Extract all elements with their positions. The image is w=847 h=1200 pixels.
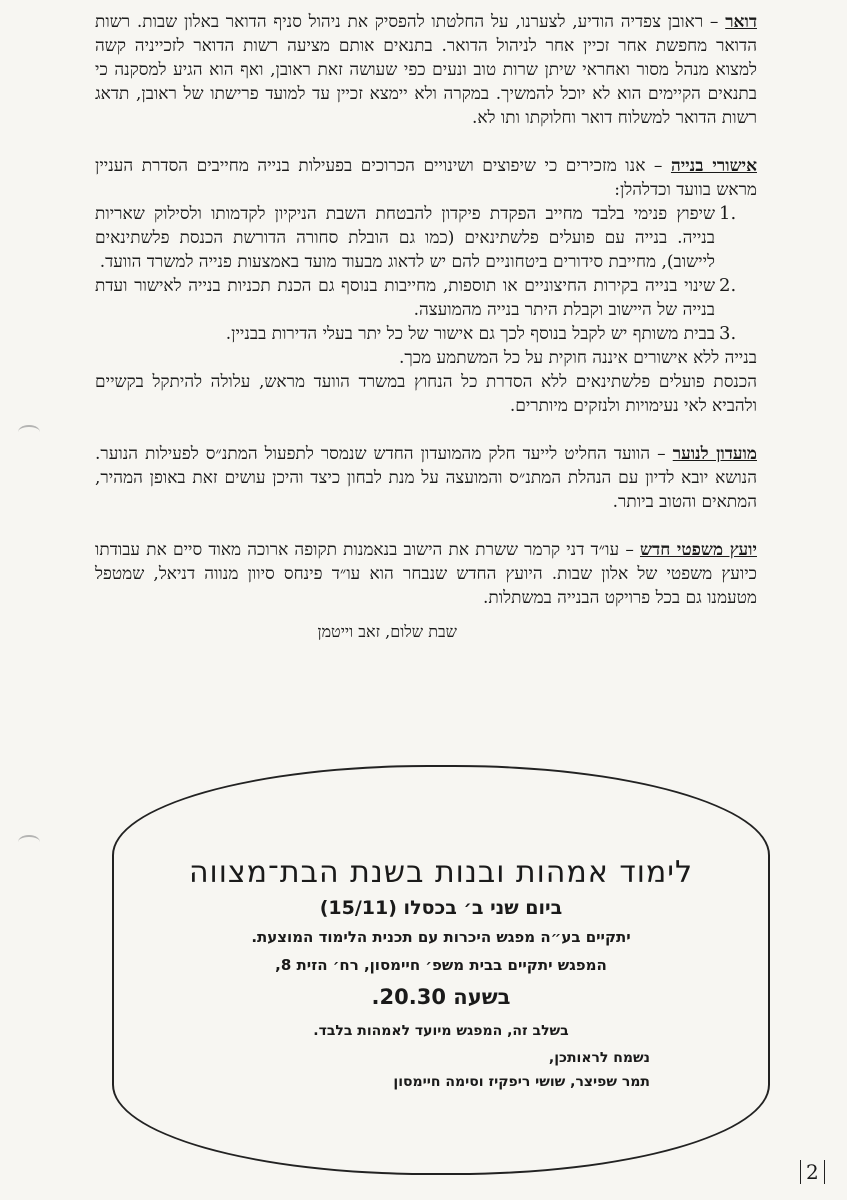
- building-heading: אישורי בנייה: [670, 156, 757, 176]
- signature: שבת שלום, זאב וייטמן: [317, 622, 457, 641]
- post-heading: דואר: [725, 12, 757, 32]
- punch-hole-mark: [18, 425, 40, 439]
- post-text: – ראובן צפדיה הודיע, לצערנו, על החלטתו להפסיק את ניהול סניף הדואר באלון שבות. רשות הדואר מחפשת אחר זכיין אחר לניהול הדואר. בתנאים אותם מציעה רשות הדואר לזכייניה קשה למצוא מנהל מסור ואחראי שיתן שרות טוב ונעים כפי שעושה זאת ראובן, ואף הוא הגיע למסקנה כי בתנאים הקיימים הוא לא יוכל להמשיך. במקרה ולא יימצא זכיין עד למועד פרישתו של ראובן, תדאג רשות הדואר למשלוח דואר וחלוקתו ותו לא.: [95, 12, 757, 128]
- announcement-time: בשעה 20.30.: [371, 985, 511, 1009]
- signer-line-2: תמר שפיצר, שושי ריפקיז וסימה חיימסון: [393, 1074, 650, 1090]
- list-number: 1.: [719, 203, 737, 224]
- announcement-line-5: בשלב זה, המפגש מיועד לאמהות בלבד.: [313, 1023, 569, 1039]
- youth-text: – הוועד החליט לייעד חלק מהמועדון החדש שנמסר לתפעול המתנ״ס לפעילות הנוער. הנושא יובא לדיון עם הנהלת המתנ״ס והמועצה על מנת לבחון כיצד והיכן עושים זאת באופן המהיר, המתאים והטוב ביותר.: [95, 444, 757, 512]
- building-list: [95, 202, 757, 346]
- list-item-text: בבית משותף יש לקבל בנוסף לכך גם אישור של כל יתר בעלי הדירות בבניין.: [225, 324, 715, 344]
- punch-hole-mark: [18, 835, 40, 849]
- page-number: 2: [800, 1160, 825, 1184]
- announcement-title: לימוד אמהות ובנות בשנת הבת־מצווה: [188, 855, 694, 890]
- signer-line-1: נשמח לראותכן,: [548, 1050, 650, 1066]
- post-paragraph: [95, 10, 757, 130]
- list-item: [95, 202, 757, 274]
- youth-heading: מועדון לנוער: [672, 444, 757, 464]
- building-intro: [95, 154, 757, 202]
- list-number: 3.: [719, 323, 737, 344]
- building-closing-2: הכנסת פועלים פלשתינאים ללא הסדרת כל הנחוץ במשרד הוועד מראש, עלולה להיתקל בקשיים ולהביא לאי נעימויות ולנזקים מיותרים.: [95, 372, 757, 416]
- announcement-line-2: יתקיים בע״ה מפגש היכרות עם תכנית הלימוד המוצעת.: [251, 928, 631, 946]
- announcement-line-3: המפגש יתקיים בבית משפ׳ חיימסון, רח׳ הזית 8,: [275, 956, 607, 974]
- list-number: 2.: [719, 275, 737, 296]
- legal-heading: יועץ משפטי חדש: [639, 540, 757, 560]
- youth-paragraph: [95, 442, 757, 514]
- list-item: [95, 322, 757, 346]
- announcement-date: ביום שני ב׳ בכסלו (15/11): [319, 897, 563, 919]
- announcement-signers: [393, 1046, 650, 1094]
- list-item: [95, 274, 757, 322]
- list-item-text: שינוי בנייה בקירות החיצוניים או תוספות, מחייבות בנוסף גם הכנת תכניות בנייה לאישור ועדת בנייה של היישוב וקבלת היתר בנייה מהמועצה.: [95, 276, 715, 320]
- newsletter-content: [95, 10, 757, 644]
- legal-text: – עו״ד דני קרמר ששרת את הישוב בנאמנות תקופה ארוכה מאוד סיים את עבודתו כיועץ משפטי של אלון שבות. היועץ החדש שנבחר הוא עו״ד פינחס סיוון מנווה דניאל, שמטפל מטעמנו גם בכל פרויקט הבנייה במשתלות.: [95, 540, 757, 608]
- legal-paragraph: [95, 538, 757, 610]
- building-intro-text: – אנו מזכירים כי שיפוצים ושינויים הכרוכים בפעילות בנייה מחייבים הסדרת העניין מראש בוועד וכדלהלן:: [95, 156, 757, 200]
- list-item-text: שיפוץ פנימי בלבד מחייב הפקדת פיקדון להבטחת השבת הניקיון לקדמותו ולסילוק שאריות בנייה. בנייה עם פועלים פלשתינאים (כמו גם הובלת סחורה הדורשת הכנסת פלשתינאים ליישוב), מחייבת סידורים ביטחוניים להם יש לדאוג מבעוד מועד באמצעות פנייה למשרד הוועד.: [95, 204, 715, 272]
- building-closing-1: בנייה ללא אישורים איננה חוקית על כל המשתמע מכך.: [399, 348, 757, 368]
